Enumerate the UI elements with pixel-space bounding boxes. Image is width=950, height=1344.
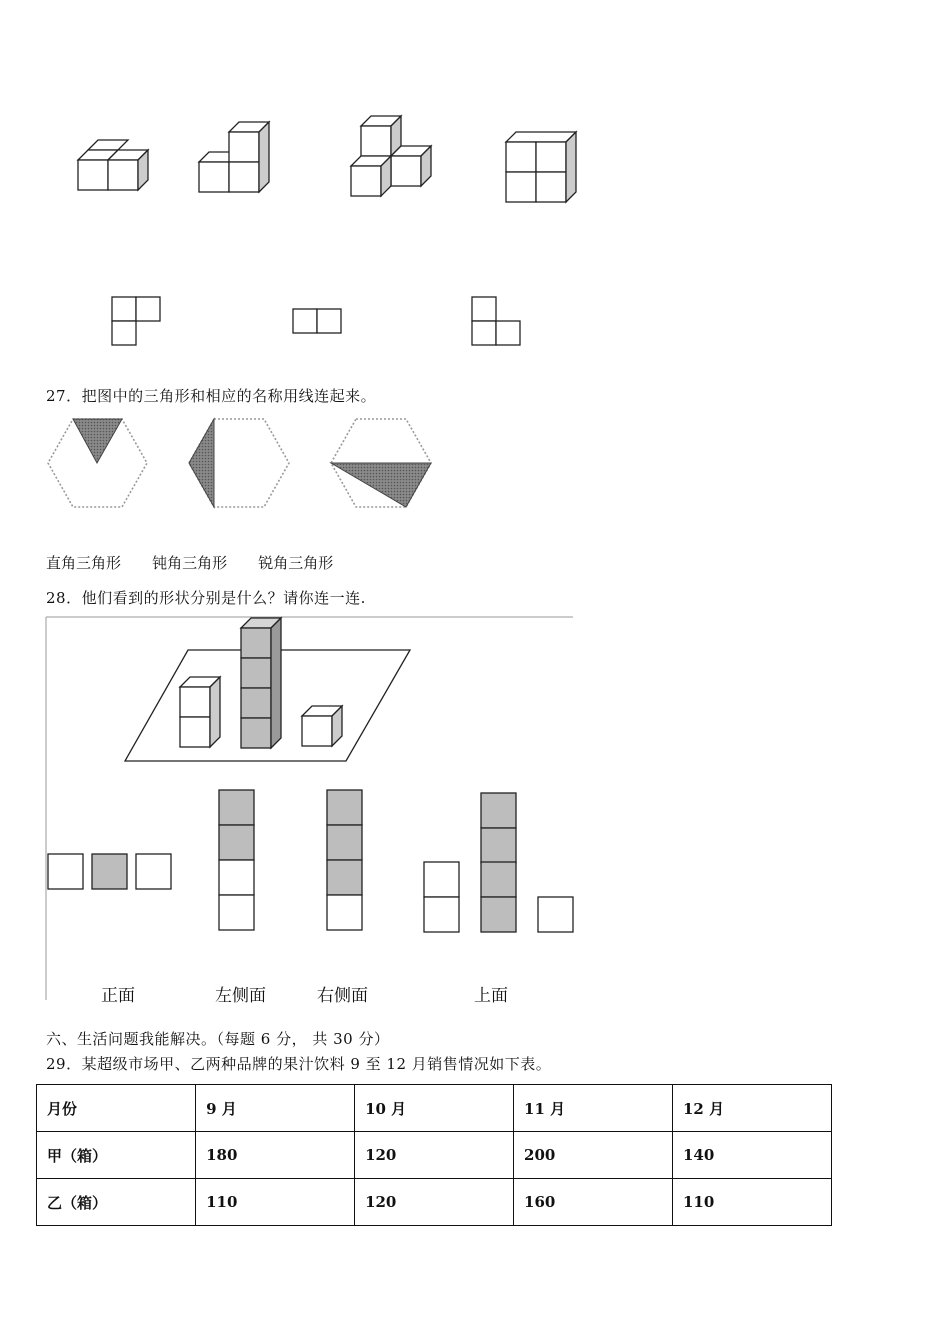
view-front (48, 854, 171, 889)
hexagon-right-triangle (331, 419, 431, 507)
view-right-side (327, 790, 362, 930)
solid-figure-3 (351, 116, 431, 196)
hexagon-acute-triangle (48, 419, 147, 507)
flat-view-2 (293, 309, 341, 333)
section-6-title: 六、生活问题我能解决。（每题 6 分， 共 30 分） (46, 1030, 390, 1048)
hexagon-obtuse-triangle (189, 419, 289, 507)
hexagon-triangles (0, 412, 950, 532)
question-28-title: 28．他们看到的形状分别是什么？请你连一连. (46, 589, 366, 607)
triangle-name-list (46, 552, 333, 573)
table-cell: 110 (196, 1179, 355, 1226)
view-label-right: 右侧面 (317, 986, 368, 1006)
table-header-cell: 10 月 (355, 1085, 514, 1132)
table-cell: 甲（箱） (37, 1132, 196, 1179)
table-cell: 120 (355, 1132, 514, 1179)
question-29-title: 29．某超级市场甲、乙两种品牌的果汁饮料 9 至 12 月销售情况如下表。 (46, 1055, 552, 1073)
table-cell: 110 (673, 1179, 832, 1226)
table-cell: 120 (355, 1179, 514, 1226)
solid-figure-2 (199, 122, 269, 192)
table-cell: 200 (514, 1132, 673, 1179)
solid-figure-4 (506, 132, 576, 202)
table-header-cell: 12 月 (673, 1085, 832, 1132)
triangle-name-acute: 锐角三角形 (258, 554, 334, 572)
stack-right (302, 706, 342, 746)
table-header-row (37, 1085, 832, 1132)
table-cell: 160 (514, 1179, 673, 1226)
table-row (37, 1132, 832, 1179)
flat-view-1 (112, 297, 160, 345)
stack-middle (241, 618, 281, 748)
stack-left (180, 677, 220, 747)
question-27-title: 27．把图中的三角形和相应的名称用线连起来。 (46, 387, 377, 405)
sales-table (36, 1084, 832, 1226)
table-cell: 180 (196, 1132, 355, 1179)
table-header-cell: 11 月 (514, 1085, 673, 1132)
triangle-name-right: 直角三角形 (46, 554, 122, 572)
flat-view-3 (472, 297, 520, 345)
table-cell: 乙（箱） (37, 1179, 196, 1226)
table-row (37, 1179, 832, 1226)
view-left-side (219, 790, 254, 930)
three-view-figure (0, 615, 950, 1015)
table-cell: 140 (673, 1132, 832, 1179)
cube-figures-top (0, 0, 950, 360)
table-header-cell: 月份 (37, 1085, 196, 1132)
view-label-front: 正面 (101, 986, 135, 1006)
view-label-top: 上面 (474, 986, 508, 1006)
table-header-cell: 9 月 (196, 1085, 355, 1132)
view-top (424, 793, 573, 932)
triangle-name-obtuse: 钝角三角形 (152, 554, 228, 572)
view-label-left: 左侧面 (215, 986, 266, 1006)
solid-figure-1 (78, 140, 148, 190)
